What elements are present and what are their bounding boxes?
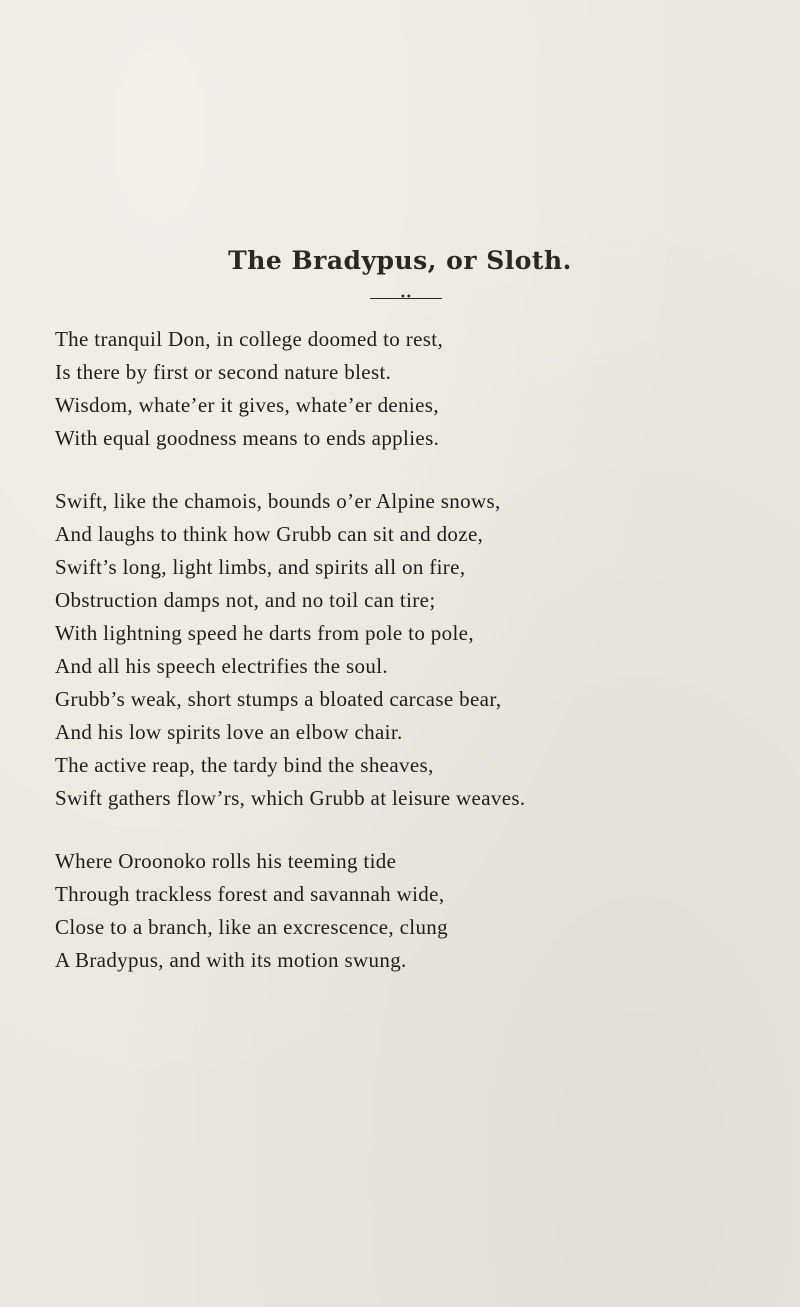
poem-line: Close to a branch, like an excrescence, clung [55,915,449,939]
poem-line: Swift’s long, light limbs, and spirits all on fire, [55,555,466,579]
poem-line: Is there by first or second nature blest. [55,360,392,384]
poem-line: Swift gathers flow’rs, which Grubb at leisure weaves. [55,786,526,810]
poem-line: Grubb’s weak, short stumps a bloated carcase bear, [55,687,502,711]
poem-line: The tranquil Don, in college doomed to rest, [55,327,444,351]
poem-line: A Bradypus, and with its motion swung. [55,948,407,972]
poem-line: And laughs to think how Grubb can sit and doze, [55,522,484,546]
poem-line: Where Oroonoko rolls his teeming tide [55,849,397,873]
poem-line: Swift, like the chamois, bounds o’er Alpine snows, [55,489,501,513]
divider-ornament: •• [400,292,412,303]
poem-line: And his low spirits love an elbow chair. [55,720,403,744]
poem-line: Through trackless forest and savannah wide, [55,882,445,906]
poem-body [55,323,795,1007]
poem-line: With lightning speed he darts from pole to pole, [55,621,474,645]
poem-line: Obstruction damps not, and no toil can tire; [55,588,436,612]
poem-title: The Bradypus, or Sloth. [228,246,572,275]
stanza-3 [55,845,795,977]
poem-line: And all his speech electrifies the soul. [55,654,388,678]
poem-line: The active reap, the tardy bind the sheaves, [55,753,434,777]
stanza-1 [55,323,795,455]
stanza-2 [55,485,795,815]
poem-line: Wisdom, whate’er it gives, whate’er denies, [55,393,439,417]
poem-line: With equal goodness means to ends applies. [55,426,440,450]
